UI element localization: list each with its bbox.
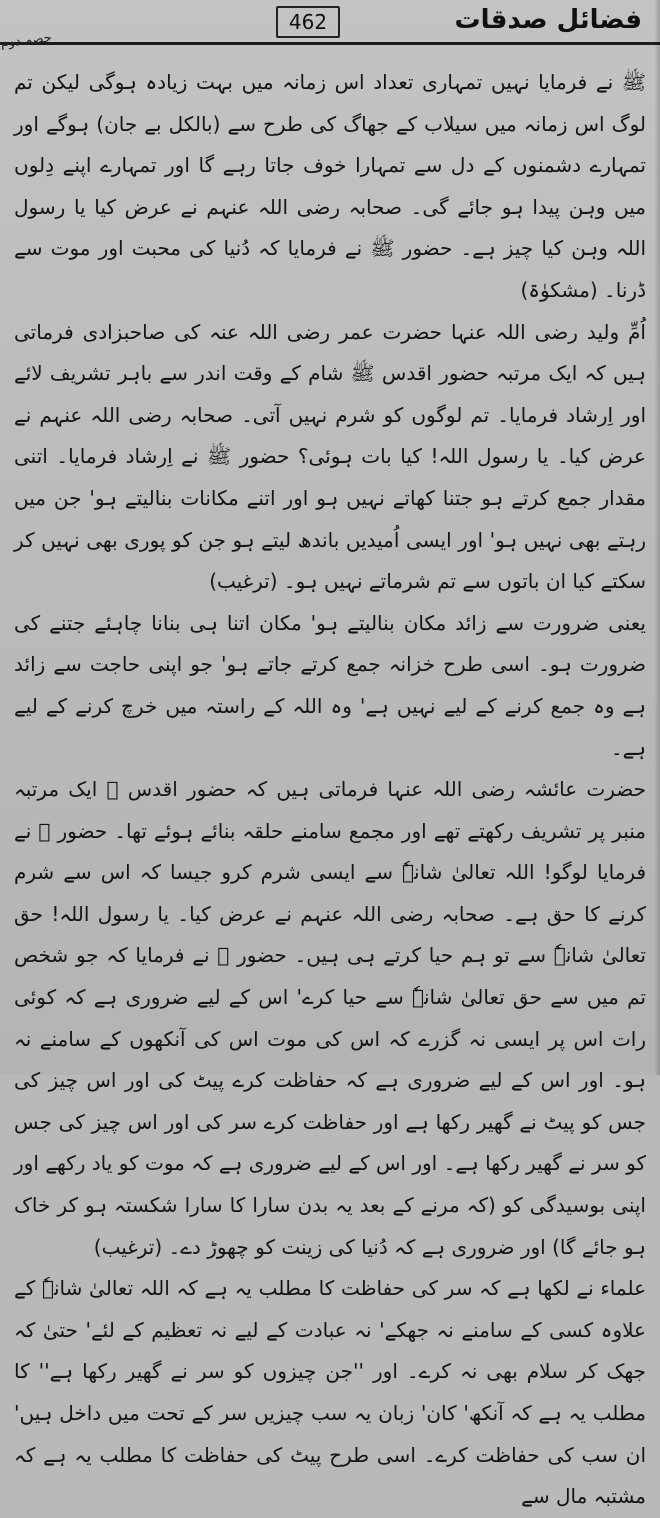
paragraph: ﷺ نے فرمایا نہیں تمہاری تعداد اس زمانہ میں بہت زیادہ ہوگی لیکن تم لوگ اس زمانہ میں سیلاب کے جھاگ کی طرح سے (بالکل بے جان) ہوگے اور تمہارے دشمنوں کے دل سے تمہارا خوف جاتا رہے گا اور تمہارے اپنے دِلوں میں وہن پیدا ہو جائے گی۔ صحابہ رضی اللہ عنہم نے عرض کیا یا رسول اللہ وہن کیا چیز ہے۔ حضور ﷺ نے فرمایا کہ دُنیا کی محبت اور موت سے ڈرنا۔ (مشکوٰۃ) <box>14 70 646 302</box>
page-edge-shadow <box>654 0 660 1075</box>
header-divider <box>0 42 660 45</box>
paragraph: یعنی ضرورت سے زائد مکان بنالیتے ہو' مکان اتنا ہی بنانا چاہئے جتنے کی ضرورت ہو۔ اسی طرح خزانہ جمع کرتے جاتے ہو' جو اپنی حاجت سے زائد ہے وہ جمع کرنے کے لیے نہیں ہے' وہ اللہ کے راستہ میں خرچ کرنے کے لیے ہے۔ <box>14 610 646 760</box>
volume-mark: حصہ دوم <box>0 30 53 51</box>
page-header <box>0 0 660 40</box>
paragraph: حضرت عائشہ رضی اللہ عنہا فرماتی ہیں کہ حضور اقدس ﷺ ایک مرتبہ منبر پر تشریف رکھتے تھے اور مجمع سامنے حلقہ بنائے ہوئے تھا۔ حضور ﷺ نے فرمایا لوگو! اللہ تعالیٰ شانہٗ سے ایسی شرم کرو جیسا کہ اس سے شرم کرنے کا حق ہے۔ صحابہ رضی اللہ عنہم نے عرض کیا۔ یا رسول اللہ! حق تعالیٰ شانہٗ سے تو ہم حیا کرتے ہی ہیں۔ حضور ﷺ نے فرمایا کہ جو شخص تم میں سے حق تعالیٰ شانہٗ سے حیا کرے' اس کے لیے ضروری ہے کہ کوئی رات اس پر ایسی نہ گزرے کہ اس کی موت اس کی آنکھوں کے سامنے نہ ہو۔ اور اس کے لیے ضروری ہے کہ حفاظت کرے پیٹ کی اور اس چیز کی جس کو پیٹ نے گھیر رکھا ہے اور حفاظت کرے سر کی اور اس چیز کی جس کو سر نے گھیر رکھا ہے۔ اور اس کے لیے ضروری ہے کہ موت کو یاد رکھے اور اپنی بوسیدگی کو (کہ مرنے کے بعد یہ بدن سارا کا سارا شکستہ ہو کر خاک ہو جائے گا) اور ضروری ہے کہ دُنیا کی زینت کو چھوڑ دے۔ (ترغیب) <box>14 777 646 1259</box>
paragraph: اُمِّ ولید رضی اللہ عنہا حضرت عمر رضی اللہ عنہ کی صاحبزادی فرماتی ہیں کہ ایک مرتبہ حضور اقدس ﷺ شام کے وقت اندر سے باہر تشریف لائے اور اِرشاد فرمایا۔ تم لوگوں کو شرم نہیں آتی۔ صحابہ رضی اللہ عنہم نے عرض کیا۔ یا رسول اللہ! کیا بات ہوئی؟ حضور ﷺ نے اِرشاد فرمایا۔ اتنی مقدار جمع کرتے ہو جتنا کھاتے نہیں ہو اور اتنے مکانات بنالیتے ہو' جن میں رہتے بھی نہیں ہو' اور ایسی اُمیدیں باندھ لیتے ہو جن کو پوری بھی نہیں کر سکتے کیا ان باتوں سے تم شرماتے نہیں ہو۔ (ترغیب) <box>14 319 646 594</box>
page-number: 462 <box>276 6 340 38</box>
body-text <box>14 62 646 1518</box>
book-title: فضائل صدقات <box>454 5 642 35</box>
paragraph: علماء نے لکھا ہے کہ سر کی حفاظت کا مطلب یہ ہے کہ اللہ تعالیٰ شانہٗ کے علاوہ کسی کے سامنے نہ جھکے' نہ عبادت کے لیے نہ تعظیم کے لئے' حتیٰ کہ جھک کر سلام بھی نہ کرے۔ اور ''جن چیزوں کو سر نے گھیر رکھا ہے'' کا مطلب یہ ہے کہ آنکھ' کان' زبان یہ سب چیزیں سر کے تحت میں داخل ہیں' ان سب کی حفاظت کرے۔ اسی طرح پیٹ کی حفاظت کا مطلب یہ ہے کہ مشتبہ مال سے <box>14 1276 646 1509</box>
